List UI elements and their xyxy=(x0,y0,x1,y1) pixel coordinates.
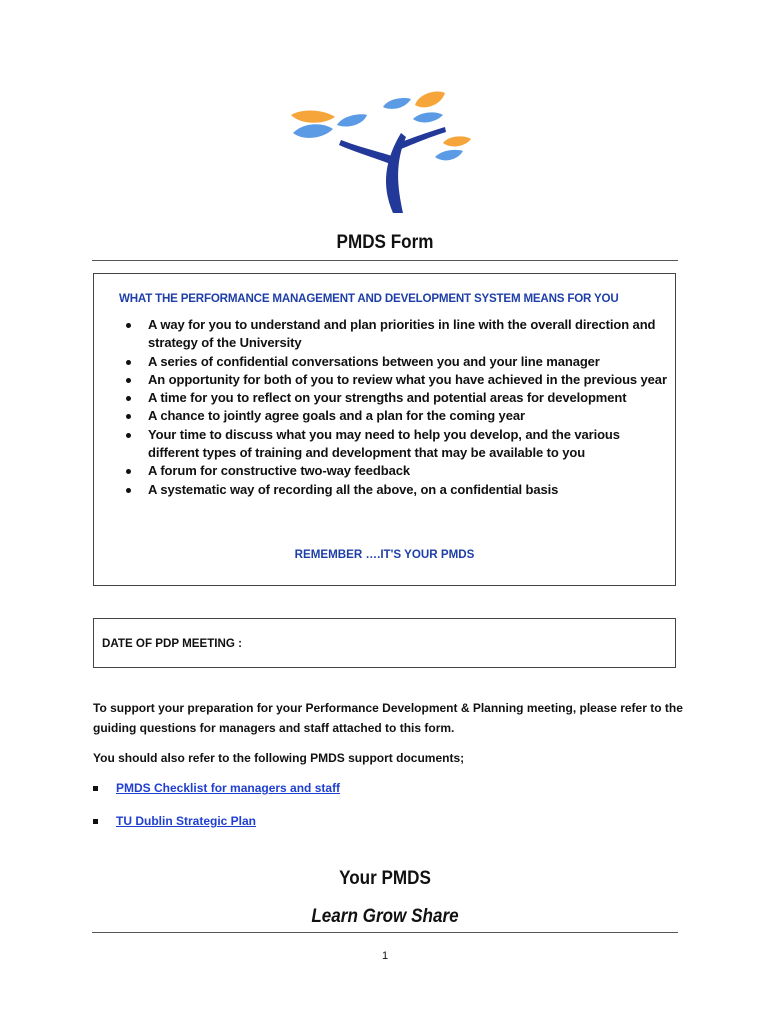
bullet-icon xyxy=(126,323,131,328)
intro-box xyxy=(93,273,676,586)
list-item-text: A time for you to reflect on your strengths and potential areas for development xyxy=(148,390,627,406)
support-paragraph: To support your preparation for your Performance Development & Planning meeting, please refer to the guiding questions for managers and staff attached to this form. xyxy=(93,701,683,735)
bullet-icon xyxy=(126,469,131,474)
bullet-icon xyxy=(126,414,131,419)
list-item xyxy=(124,407,669,425)
page-number: 1 xyxy=(381,950,389,962)
meeting-date-label: DATE OF PDP MEETING : xyxy=(102,637,242,650)
list-item xyxy=(124,389,669,407)
bullet-icon xyxy=(126,378,131,383)
strategic-plan-link[interactable]: TU Dublin Strategic Plan xyxy=(116,814,257,828)
remember-note: REMEMBER ….IT'S YOUR PMDS xyxy=(294,548,475,561)
intro-bullet-list xyxy=(124,316,669,499)
square-bullet-icon xyxy=(93,819,98,824)
bullet-icon xyxy=(126,360,131,365)
footer-tagline: Learn Grow Share xyxy=(311,906,459,927)
list-item-text: A way for you to understand and plan priorities in line with the overall direction and strategy of the University xyxy=(148,317,656,351)
list-item-text: A systematic way of recording all the above, on a confidential basis xyxy=(148,481,559,497)
list-item-text: An opportunity for both of you to review what you have achieved in the previous year xyxy=(148,371,667,387)
list-item-text: A forum for constructive two-way feedback xyxy=(148,463,410,479)
list-item xyxy=(124,426,669,463)
list-item xyxy=(124,481,669,499)
bullet-icon xyxy=(126,488,131,493)
refer-paragraph: You should also refer to the following PMDS support documents; xyxy=(93,751,465,765)
tree-logo-icon xyxy=(285,85,485,215)
pmds-checklist-link[interactable]: PMDS Checklist for managers and staff xyxy=(116,781,341,795)
intro-heading: WHAT THE PERFORMANCE MANAGEMENT AND DEVELOPMENT SYSTEM MEANS FOR YOU xyxy=(119,292,619,305)
list-item-text: Your time to discuss what you may need to help you develop, and the various different types of training and development that may be available to you xyxy=(148,426,620,461)
title-divider xyxy=(92,260,678,261)
list-item xyxy=(124,371,669,389)
bullet-icon xyxy=(126,433,131,438)
list-item xyxy=(124,462,669,480)
footer-divider xyxy=(92,932,678,933)
list-item-text: A series of confidential conversations between you and your line manager xyxy=(148,353,600,369)
bullet-icon xyxy=(126,396,131,401)
footer-title: Your PMDS xyxy=(339,868,431,889)
meeting-date-box[interactable] xyxy=(93,618,676,668)
square-bullet-icon xyxy=(93,786,98,791)
page-title: PMDS Form xyxy=(336,232,434,253)
list-item xyxy=(124,353,669,371)
list-item-text: A chance to jointly agree goals and a plan for the coming year xyxy=(148,408,525,424)
list-item xyxy=(124,316,669,353)
